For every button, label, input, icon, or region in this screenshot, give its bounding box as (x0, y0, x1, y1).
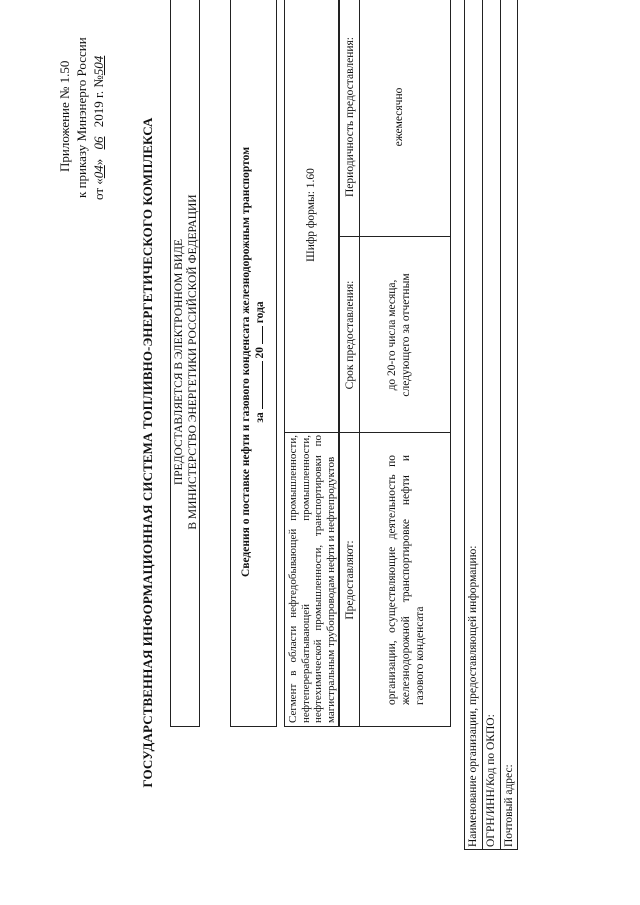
appendix-month: 06 (91, 136, 106, 150)
report-box (230, 0, 277, 727)
segment-text: Сегмент в области нефтедобывающей промышленности, нефтеперерабатывающей промышленности, нефтехимической промышленности, транспортировки по магистральным трубопроводам нефти и нефтепродуктов (287, 435, 337, 723)
appendix-date-mid: » (91, 158, 106, 166)
appendix-date-prefix: от « (91, 178, 106, 200)
submit-line2: В МИНИСТЕРСТВО ЭНЕРГЕТИКИ РОССИЙСКОЙ ФЕДЕРАЦИИ (187, 194, 199, 530)
form-code: Шифр формы: 1.60 (305, 168, 317, 262)
submit-box (170, 0, 200, 727)
report-period: за 20 года (254, 301, 266, 423)
org-ids-label: ОГРН/ИНН/Код по ОКПО: (485, 714, 497, 847)
appendix-year: 2019 (91, 101, 106, 128)
value-submitters: организации, осуществляющие деятельность по железнодорожной транспортировке нефти и газового конденсата (386, 455, 426, 705)
appendix-line2: к приказу Минэнерго России (74, 37, 89, 198)
header-deadline: Срок предоставления: (344, 280, 356, 390)
org-address-label: Почтовый адрес: (503, 764, 515, 847)
header-frequency: Периодичность предоставления: (344, 37, 356, 197)
appendix-line1: Приложение № 1.50 (57, 60, 72, 172)
appendix-block (56, 37, 107, 200)
appendix-order-number: 504 (91, 55, 106, 76)
page-title: ГОСУДАРСТВЕННАЯ ИНФОРМАЦИОННАЯ СИСТЕМА ТОПЛИВНО-ЭНЕРГЕТИЧЕСКОГО КОМПЛЕКСА (140, 117, 155, 788)
value-frequency: ежемесячно (393, 87, 405, 147)
appendix-day: 04 (91, 165, 106, 179)
appendix-line3 (90, 40, 107, 200)
submit-line1: ПРЕДОСТАВЛЯЕТСЯ В ЭЛЕКТРОННОМ ВИДЕ (173, 238, 185, 486)
report-title: Сведения о поставке нефти и газового конденсата железнодорожным транспортом (240, 146, 252, 578)
value-deadline: до 20-го числа месяца, следующего за отчетным (386, 273, 412, 397)
org-name-label: Наименование организации, предоставляющей информацию: (467, 545, 479, 847)
appendix-order-prefix: г. № (91, 75, 106, 98)
header-submitters: Предоставляют: (344, 540, 356, 620)
